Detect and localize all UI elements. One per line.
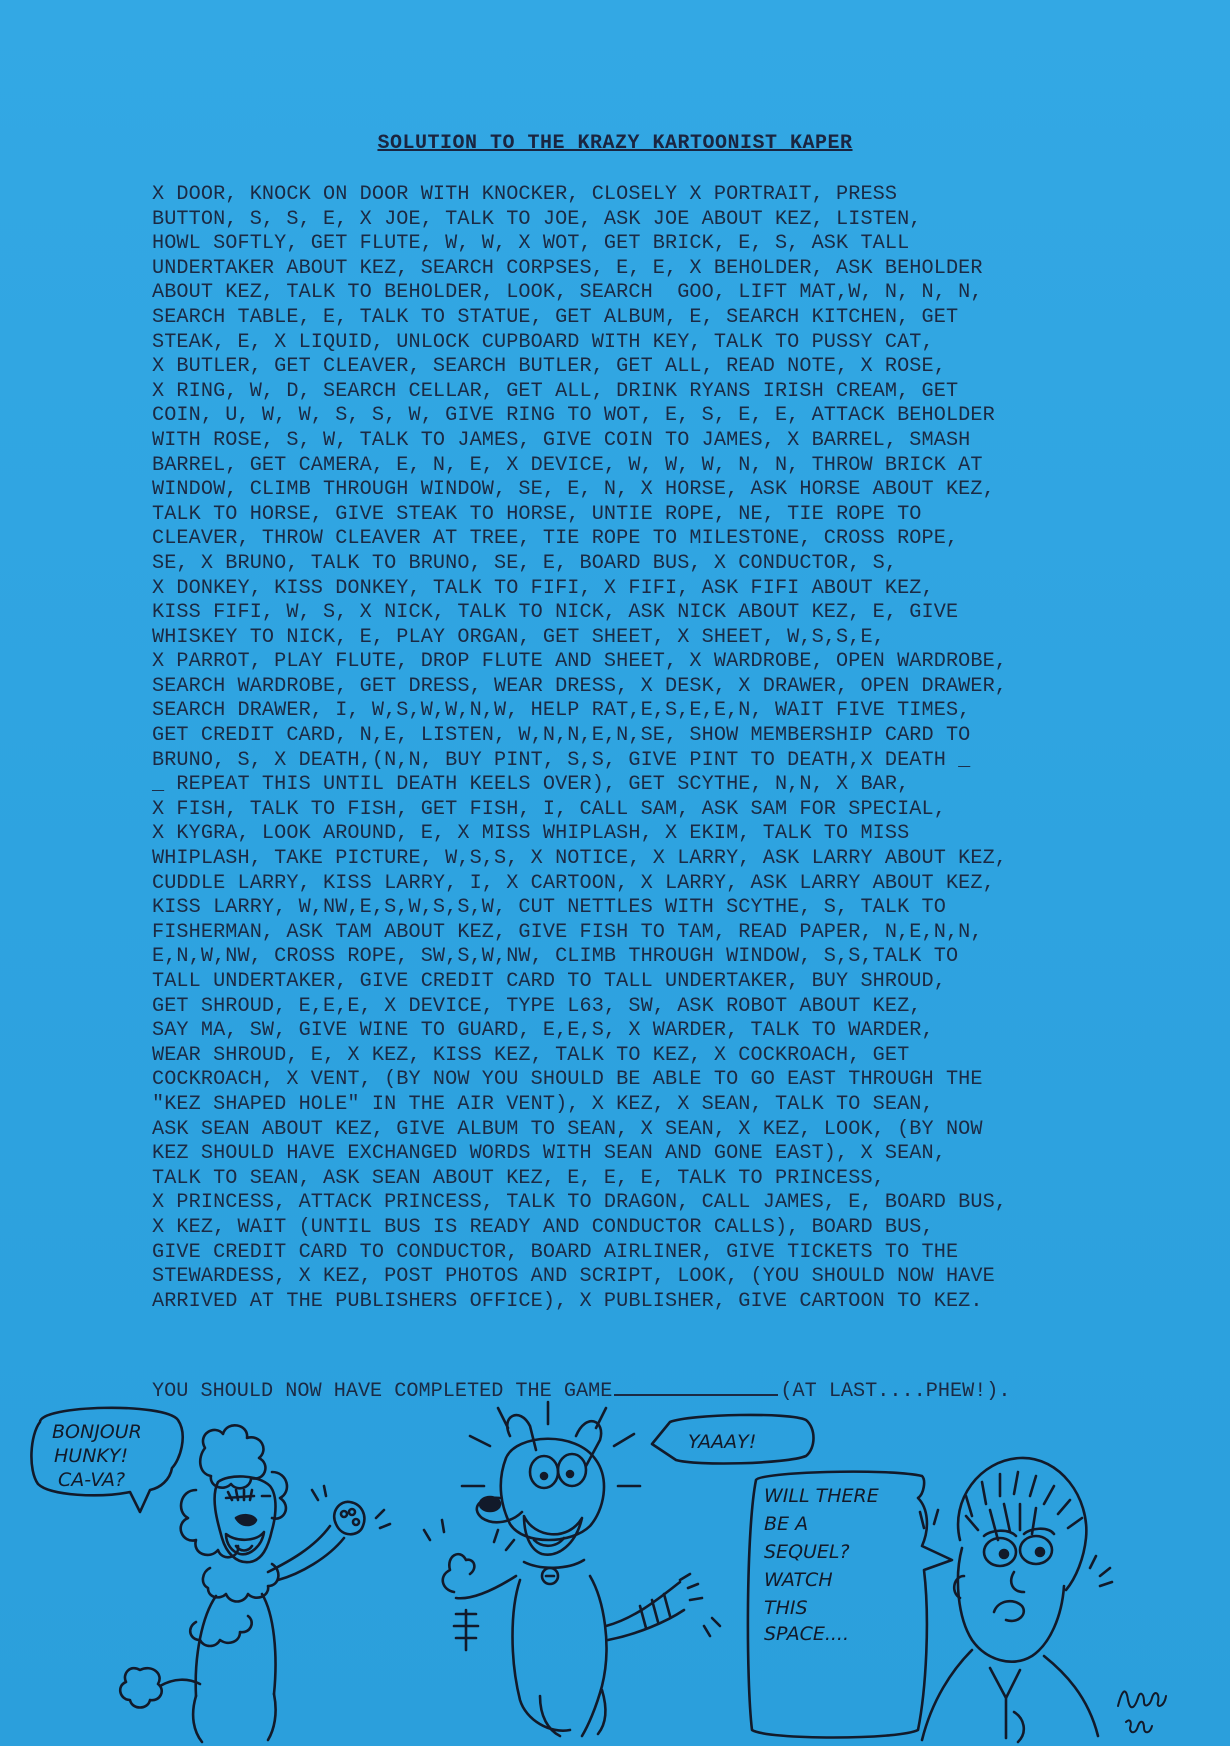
text-line: ABOUT KEZ, TALK TO BEHOLDER, LOOK, SEARCH GOO, LIFT MAT,W, N, N, N, bbox=[152, 281, 983, 305]
man-line-6: SPACE.... bbox=[764, 1623, 849, 1645]
text-line: HOWL SOFTLY, GET FLUTE, W, W, X WOT, GET BRICK, E, S, ASK TALL bbox=[152, 232, 910, 256]
text-line: TALK TO HORSE, GIVE STEAK TO HORSE, UNTIE ROPE, NE, TIE ROPE TO bbox=[152, 502, 922, 526]
text-line: "KEZ SHAPED HOLE" IN THE AIR VENT), X KEZ, X SEAN, TALK TO SEAN, bbox=[152, 1092, 934, 1116]
blank-underline bbox=[614, 1376, 778, 1396]
text-line: TALK TO SEAN, ASK SEAN ABOUT KEZ, E, E, E, TALK TO PRINCESS, bbox=[152, 1166, 885, 1190]
text-line: SAY MA, SW, GIVE WINE TO GUARD, E,E,S, X WARDER, TALK TO WARDER, bbox=[152, 1019, 934, 1043]
text-line: KISS FIFI, W, S, X NICK, TALK TO NICK, ASK NICK ABOUT KEZ, E, GIVE bbox=[152, 601, 959, 625]
text-line: WINDOW, CLIMB THROUGH WINDOW, SE, E, N, X HORSE, ASK HORSE ABOUT KEZ, bbox=[152, 478, 995, 502]
text-line: UNDERTAKER ABOUT KEZ, SEARCH CORPSES, E, E, X BEHOLDER, ASK BEHOLDER bbox=[152, 256, 983, 280]
text-line: WITH ROSE, S, W, TALK TO JAMES, GIVE COIN TO JAMES, X BARREL, SMASH bbox=[152, 428, 971, 452]
text-line: SEARCH WARDROBE, GET DRESS, WEAR DRESS, X DESK, X DRAWER, OPEN DRAWER, bbox=[152, 674, 1008, 698]
text-line: WEAR SHROUD, E, X KEZ, KISS KEZ, TALK TO KEZ, X COCKROACH, GET bbox=[152, 1043, 910, 1067]
text-line: _ REPEAT THIS UNTIL DEATH KEELS OVER), GET SCYTHE, N,N, X BAR, bbox=[152, 773, 910, 797]
poodle-bubble-text bbox=[52, 1421, 142, 1491]
text-line: X PRINCESS, ATTACK PRINCESS, TALK TO DRAGON, CALL JAMES, E, BOARD BUS, bbox=[152, 1191, 1008, 1215]
man-bubble-text bbox=[764, 1485, 879, 1645]
text-line: BUTTON, S, S, E, X JOE, TALK TO JOE, ASK JOE ABOUT KEZ, LISTEN, bbox=[152, 207, 922, 231]
text-line: COIN, U, W, W, S, S, W, GIVE RING TO WOT, E, S, E, E, ATTACK BEHOLDER bbox=[152, 404, 995, 428]
text-line: GIVE CREDIT CARD TO CONDUCTOR, BOARD AIRLINER, GIVE TICKETS TO THE bbox=[152, 1240, 959, 1264]
text-line: X KYGRA, LOOK AROUND, E, X MISS WHIPLASH, X EKIM, TALK TO MISS bbox=[152, 822, 910, 846]
man-line-3: SEQUEL? bbox=[764, 1541, 850, 1563]
text-line: CLEAVER, THROW CLEAVER AT TREE, TIE ROPE TO MILESTONE, CROSS ROPE, bbox=[152, 527, 959, 551]
man-line-5: THIS bbox=[764, 1597, 808, 1619]
text-line: SEARCH DRAWER, I, W,S,W,W,N,W, HELP RAT,E,S,E,E,N, WAIT FIVE TIMES, bbox=[152, 699, 971, 723]
text-line: E,N,W,NW, CROSS ROPE, SW,S,W,NW, CLIMB THROUGH WINDOW, S,S,TALK TO bbox=[152, 945, 959, 969]
man-line-1: WILL THERE bbox=[764, 1485, 879, 1507]
text-line: WHIPLASH, TAKE PICTURE, W,S,S, X NOTICE, X LARRY, ASK LARRY ABOUT KEZ, bbox=[152, 847, 1008, 871]
completion-exclaim: (AT LAST....PHEW!). bbox=[780, 1380, 1011, 1403]
cartoon-illustration bbox=[0, 1400, 1230, 1746]
poodle-line-1: BONJOUR bbox=[52, 1421, 142, 1443]
text-line: SE, X BRUNO, TALK TO BRUNO, SE, E, BOARD BUS, X CONDUCTOR, S, bbox=[152, 551, 898, 575]
poodle-line-2: HUNKY! bbox=[54, 1445, 129, 1467]
man-line-2: BE A bbox=[764, 1513, 809, 1535]
solution-text bbox=[152, 183, 1212, 1314]
text-line: KEZ SHOULD HAVE EXCHANGED WORDS WITH SEAN AND GONE EAST), X SEAN, bbox=[152, 1142, 946, 1166]
text-line: ARRIVED AT THE PUBLISHERS OFFICE), X PUBLISHER, GIVE CARTOON TO KEZ. bbox=[152, 1289, 983, 1313]
text-line: CUDDLE LARRY, KISS LARRY, I, X CARTOON, X LARRY, ASK LARRY ABOUT KEZ, bbox=[152, 871, 995, 895]
text-line: X PARROT, PLAY FLUTE, DROP FLUTE AND SHEET, X WARDROBE, OPEN WARDROBE, bbox=[152, 650, 1008, 674]
completion-line bbox=[152, 1376, 1011, 1403]
text-line: X KEZ, WAIT (UNTIL BUS IS READY AND CONDUCTOR CALLS), BOARD BUS, bbox=[152, 1215, 934, 1239]
text-line: X BUTLER, GET CLEAVER, SEARCH BUTLER, GET ALL, READ NOTE, X ROSE, bbox=[152, 355, 946, 379]
text-line: BRUNO, S, X DEATH,(N,N, BUY PINT, S,S, GIVE PINT TO DEATH,X DEATH _ bbox=[152, 748, 971, 772]
text-line: GET CREDIT CARD, N,E, LISTEN, W,N,N,E,N,SE, SHOW MEMBERSHIP CARD TO bbox=[152, 724, 971, 748]
man-line-4: WATCH bbox=[764, 1569, 833, 1591]
text-line: GET SHROUD, E,E,E, X DEVICE, TYPE L63, SW, ASK ROBOT ABOUT KEZ, bbox=[152, 994, 922, 1018]
text-line: COCKROACH, X VENT, (BY NOW YOU SHOULD BE ABLE TO GO EAST THROUGH THE bbox=[152, 1068, 983, 1092]
text-line: WHISKEY TO NICK, E, PLAY ORGAN, GET SHEET, X SHEET, W,S,S,E, bbox=[152, 625, 885, 649]
text-line: X FISH, TALK TO FISH, GET FISH, I, CALL SAM, ASK SAM FOR SPECIAL, bbox=[152, 797, 946, 821]
text-line: X RING, W, D, SEARCH CELLAR, GET ALL, DRINK RYANS IRISH CREAM, GET bbox=[152, 379, 959, 403]
document-title: SOLUTION TO THE KRAZY KARTOONIST KAPER bbox=[377, 132, 853, 155]
text-line: X DOOR, KNOCK ON DOOR WITH KNOCKER, CLOSELY X PORTRAIT, PRESS bbox=[152, 183, 898, 206]
text-line: STEAK, E, X LIQUID, UNLOCK CUPBOARD WITH KEY, TALK TO PUSSY CAT, bbox=[152, 330, 934, 354]
text-line: BARREL, GET CAMERA, E, N, E, X DEVICE, W, W, W, N, N, THROW BRICK AT bbox=[152, 453, 983, 477]
text-line: FISHERMAN, ASK TAM ABOUT KEZ, GIVE FISH TO TAM, READ PAPER, N,E,N,N, bbox=[152, 920, 983, 944]
text-line: KISS LARRY, W,NW,E,S,W,S,S,W, CUT NETTLES WITH SCYTHE, S, TALK TO bbox=[152, 896, 946, 920]
completion-text: YOU SHOULD NOW HAVE COMPLETED THE GAME bbox=[152, 1380, 613, 1403]
poodle-line-3: CA-VA? bbox=[58, 1469, 126, 1491]
text-line: ASK SEAN ABOUT KEZ, GIVE ALBUM TO SEAN, X SEAN, X KEZ, LOOK, (BY NOW bbox=[152, 1117, 983, 1141]
text-line: TALL UNDERTAKER, GIVE CREDIT CARD TO TALL UNDERTAKER, BUY SHROUD, bbox=[152, 970, 946, 993]
text-line: SEARCH TABLE, E, TALK TO STATUE, GET ALBUM, E, SEARCH KITCHEN, GET bbox=[152, 305, 959, 329]
text-line: X DONKEY, KISS DONKEY, TALK TO FIFI, X FIFI, ASK FIFI ABOUT KEZ, bbox=[152, 576, 934, 600]
dog-bubble-text: YAAAY! bbox=[688, 1431, 757, 1453]
text-line: STEWARDESS, X KEZ, POST PHOTOS AND SCRIPT, LOOK, (YOU SHOULD NOW HAVE bbox=[152, 1265, 995, 1289]
